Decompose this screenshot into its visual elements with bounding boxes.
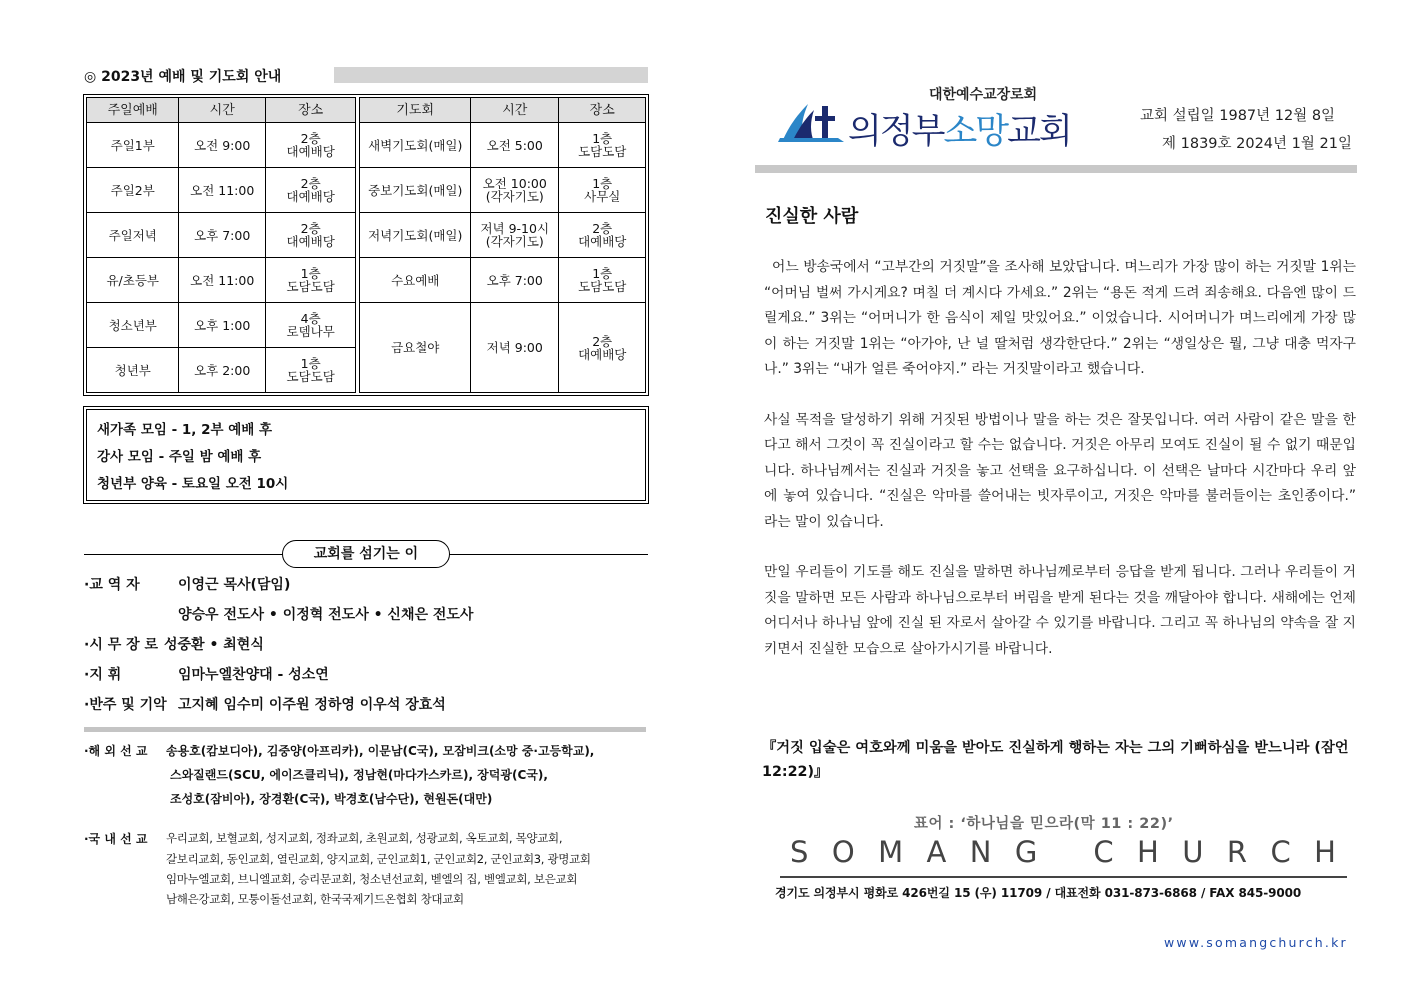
service-time: 오후 2:00 bbox=[179, 348, 265, 393]
domestic-mission-line: 임마누엘교회, 브니엘교회, 승리문교회, 청소년선교회, 벧엘의 집, 벧엘교회, 보은교회 bbox=[166, 872, 578, 886]
prayer-place: 1층 도담도담 bbox=[559, 258, 646, 303]
prayer-place: 1층 사무실 bbox=[559, 168, 646, 213]
prayer-name: 새벽기도회(매일) bbox=[360, 123, 471, 168]
service-time: 오전 11:00 bbox=[179, 168, 265, 213]
servant-value: 고지혜 임수미 이주원 정하영 이우석 장효석 bbox=[178, 697, 446, 713]
servant-label: ·교 역 자 bbox=[84, 577, 140, 593]
servant-row bbox=[84, 694, 446, 714]
col-header-time: 시간 bbox=[471, 98, 559, 123]
somang-church-wordmark: S O M A N G C H U R C H bbox=[790, 835, 1336, 869]
notice-line: 강사 모임 - 주일 밤 예배 후 bbox=[97, 449, 262, 465]
denomination: 대한예수교장로회 bbox=[929, 87, 1038, 103]
servants-section-header bbox=[84, 540, 648, 568]
service-time: 오후 1:00 bbox=[179, 303, 265, 348]
service-name: 주일1부 bbox=[87, 123, 179, 168]
prayer-time: 저녁 9-10시 (각자기도) bbox=[471, 213, 559, 258]
overseas-mission-line: 조성호(잠비아), 장경환(C국), 박경호(남수단), 현원돈(대만) bbox=[170, 792, 493, 806]
bible-verse: 『거짓 입술은 여호와께 미움을 받아도 진실하게 행하는 자는 그의 기뻐하심을 받느니라 (잠언12:22)』 bbox=[762, 740, 1349, 780]
church-name-part: 교회 bbox=[1007, 112, 1071, 152]
church-name-part: 소망 bbox=[943, 112, 1008, 152]
article-body bbox=[764, 255, 1356, 687]
domestic-mission-label: ·국 내 선 교 bbox=[84, 832, 148, 846]
website-link[interactable]: www.somangchurch.kr bbox=[1164, 935, 1348, 950]
servant-value: 이영근 목사(담임) bbox=[178, 577, 291, 593]
service-place: 2층 대예배당 bbox=[265, 123, 355, 168]
servant-row bbox=[84, 604, 473, 624]
service-name: 청년부 bbox=[87, 348, 179, 393]
servant-value: 임마누엘찬양대 - 성소연 bbox=[178, 667, 329, 683]
prayer-name: 중보기도회(매일) bbox=[360, 168, 471, 213]
service-name: 주일2부 bbox=[87, 168, 179, 213]
service-time: 오후 7:00 bbox=[179, 213, 265, 258]
service-name: 유/초등부 bbox=[87, 258, 179, 303]
service-time: 오전 11:00 bbox=[179, 258, 265, 303]
domestic-mission-line: 남해은강교회, 모퉁이돌선교회, 한국국제기드온협회 창대교회 bbox=[166, 892, 464, 906]
schedule-title: ◎ 2023년 예배 및 기도회 안내 bbox=[84, 66, 289, 86]
footer-divider bbox=[780, 876, 1347, 878]
service-place: 1층 도담도담 bbox=[265, 348, 355, 393]
church-motto: 표어 : ‘하나님을 믿으라(막 11 : 22)’ bbox=[914, 816, 1174, 832]
col-header-sunday: 주일예배 bbox=[87, 98, 179, 123]
col-header-prayer: 기도회 bbox=[360, 98, 471, 123]
prayer-time: 저녁 9:00 bbox=[471, 303, 559, 393]
service-name: 주일저녁 bbox=[87, 213, 179, 258]
notice-line: 청년부 양육 - 토요일 오전 10시 bbox=[97, 476, 289, 492]
servant-row bbox=[84, 574, 290, 594]
prayer-place: 2층 대예배당 bbox=[559, 213, 646, 258]
servants-title: 교회를 섬기는 이 bbox=[282, 540, 450, 568]
schedule-header bbox=[84, 66, 648, 84]
church-address: 경기도 의정부시 평화로 426번길 15 (우) 11709 / 대표전화 031-873-6868 / FAX 845-9000 bbox=[775, 886, 1302, 900]
notice-line: 새가족 모임 - 1, 2부 예배 후 bbox=[97, 422, 273, 438]
section-divider bbox=[84, 727, 646, 732]
prayer-time: 오후 7:00 bbox=[471, 258, 559, 303]
prayer-place: 2층 대예배당 bbox=[559, 303, 646, 393]
prayer-place: 1층 도담도담 bbox=[559, 123, 646, 168]
church-name-part: 의정부 bbox=[848, 112, 944, 152]
service-place: 2층 대예배당 bbox=[265, 213, 355, 258]
servant-value: 양승우 전도사 • 이정혁 전도사 • 신채은 전도사 bbox=[178, 607, 474, 623]
prayer-name: 금요철야 bbox=[360, 303, 471, 393]
service-place: 4층 로뎀나무 bbox=[265, 303, 355, 348]
domestic-mission-line: 갈보리교회, 동인교회, 열린교회, 양지교회, 군인교회1, 군인교회2, 군인교회3, 광명교회 bbox=[166, 852, 591, 866]
article-paragraph: 만일 우리들이 기도를 해도 진실을 말하면 하나님께로부터 응답을 받게 됩니다. 그러나 우리들이 거짓을 말하면 모든 사람과 하나님으로부터 버림을 받게 된다는 것을 깨달아야 합니다. 새해에는 언제 어디서나 하나님 앞에 진실 된 자로서 살아갈 수 있기를 바랍니다. 그리고 꼭 하나님의 약속을 잘 지키면서 진실한 모습으로 살아가시기를 바랍니다. bbox=[764, 564, 1356, 657]
servant-row bbox=[84, 664, 329, 684]
prayer-name: 수요예배 bbox=[360, 258, 471, 303]
service-time: 오전 9:00 bbox=[179, 123, 265, 168]
founding-date: 교회 설립일 1987년 12월 8일 bbox=[1140, 108, 1336, 124]
col-header-place: 장소 bbox=[265, 98, 355, 123]
prayer-time: 오전 5:00 bbox=[471, 123, 559, 168]
overseas-mission-line: 송용호(캄보디아), 김중양(아프리카), 이문남(C국), 모잠비크(소망 중·고등학교), bbox=[166, 744, 595, 758]
issue-number-date: 제 1839호 2024년 1월 21일 bbox=[1162, 136, 1352, 152]
header-shade-bar bbox=[334, 67, 648, 83]
domestic-mission-line: 우리교회, 보혈교회, 성지교회, 정좌교회, 초원교회, 성광교회, 옥토교회, 목양교회, bbox=[166, 831, 563, 845]
servant-label: ·반주 및 기악 bbox=[84, 697, 167, 713]
servant-label: ·시 무 장 로 bbox=[84, 637, 159, 653]
prayer-time: 오전 10:00 (각자기도) bbox=[471, 168, 559, 213]
overseas-mission-line: 스와질랜드(SCU, 에이즈클리닉), 정남현(마다가스카르), 장덕광(C국), bbox=[170, 768, 548, 782]
article-paragraph: 사실 목적을 달성하기 위해 거짓된 방법이나 말을 하는 것은 잘못입니다. 여러 사람이 같은 말을 한다고 해서 그것이 꼭 진실이라고 할 수는 없습니다. 거짓은 아무리 모여도 진실이 될 수 없기 때문입니다. 하나님께서는 진실과 거짓을 놓고 선택을 요구하십니다. 이 선택은 날마다 시간마다 우리 앞에 놓여 있습니다. “진실은 악마를 쓸어내는 빗자루이고, 거짓은 악마를 불러들이는 초인종이다.” 라는 말이 있습니다. bbox=[764, 411, 1356, 530]
notice-box bbox=[83, 406, 649, 504]
servant-label: ·지 휘 bbox=[84, 667, 122, 683]
overseas-mission-label: ·해 외 선 교 bbox=[84, 744, 148, 758]
servant-row bbox=[84, 634, 264, 654]
worship-schedule-table bbox=[83, 94, 649, 396]
article-title: 진실한 사람 bbox=[765, 206, 859, 227]
servant-value: 성중환 • 최현식 bbox=[164, 637, 264, 653]
church-name bbox=[848, 104, 1071, 154]
prayer-name: 저녁기도회(매일) bbox=[360, 213, 471, 258]
col-header-place: 장소 bbox=[559, 98, 646, 123]
col-header-time: 시간 bbox=[179, 98, 265, 123]
service-place: 1층 도담도담 bbox=[265, 258, 355, 303]
article-paragraph: 어느 방송국에서 “고부간의 거짓말”을 조사해 보았답니다. 며느리가 가장 많이 하는 거짓말 1위는 “어머님 벌써 가시게요? 며칠 더 계시다 가세요.” 2위는 “용돈 적게 드려 죄송해요. 다음엔 많이 드릴게요.” 3위는 “어머니가 한 음식이 제일 맛있어요.” 이었습니다. 시어머니가 며느리에게 가장 많이 하는 거짓말 1위는 “아가야, 난 널 딸처럼 생각한단다.” 2위는 “생일상은 뭘, 그냥 대충 먹자구나.” 3위는 “내가 얼른 죽어야지.” 라는 거짓말이라고 했습니다. bbox=[764, 259, 1356, 377]
service-place: 2층 대예배당 bbox=[265, 168, 355, 213]
service-name: 청소년부 bbox=[87, 303, 179, 348]
masthead-divider bbox=[755, 165, 1357, 173]
